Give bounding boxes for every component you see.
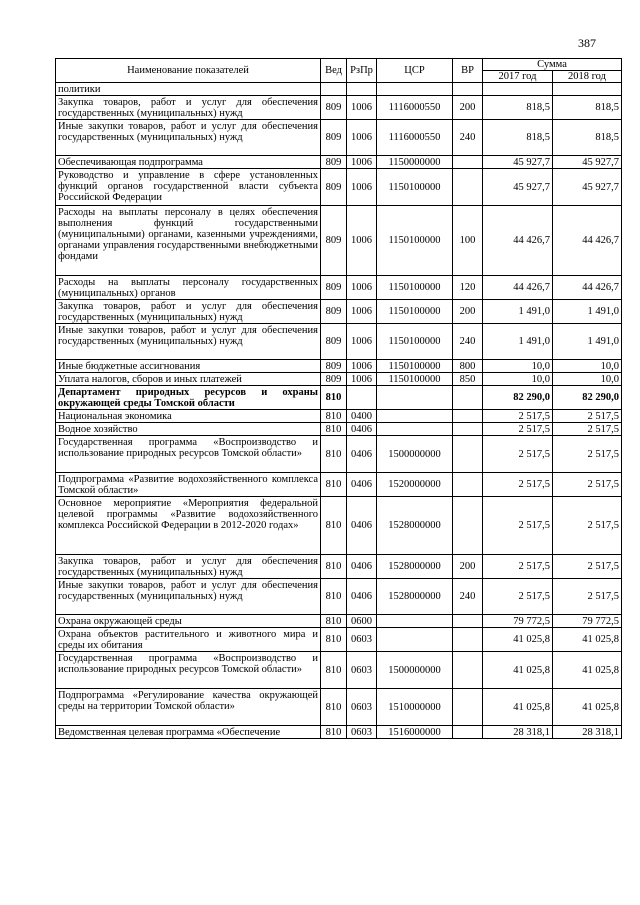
row-rzpr: 0406: [347, 436, 377, 473]
row-name: Руководство и управление в сфере установленных функций органов государственной власти субъекта Российской Федерации: [56, 169, 321, 206]
row-csr: 1528000000: [377, 497, 453, 555]
row-rzpr: 1006: [347, 300, 377, 324]
row-name: Закупка товаров, работ и услуг для обеспечения государственных (муниципальных) нужд: [56, 96, 321, 120]
row-ved: 810: [321, 410, 347, 423]
row-rzpr: 0603: [347, 726, 377, 739]
header-2017: 2017 год: [483, 71, 553, 83]
row-name: Охрана окружающей среды: [56, 615, 321, 628]
table-row: [56, 410, 622, 423]
row-value-2017: 1 491,0: [483, 300, 553, 324]
row-value-2018: 2 517,5: [553, 423, 622, 436]
row-csr: 1516000000: [377, 726, 453, 739]
row-value-2018: 818,5: [553, 96, 622, 120]
row-value-2018: 28 318,1: [553, 726, 622, 739]
row-vr: [453, 726, 483, 739]
row-name: Департамент природных ресурсов и охраны окружающей среды Томской области: [56, 386, 321, 410]
row-name: Иные закупки товаров, работ и услуг для обеспечения государственных (муниципальных) нужд: [56, 324, 321, 360]
table-row: [56, 423, 622, 436]
row-csr: [377, 386, 453, 410]
row-csr: 1510000000: [377, 689, 453, 726]
row-ved: 809: [321, 324, 347, 360]
row-name: Национальная экономика: [56, 410, 321, 423]
row-name: Государственная программа «Воспроизводство и использование природных ресурсов Томской области»: [56, 652, 321, 689]
table-row: [56, 555, 622, 579]
row-value-2018: 2 517,5: [553, 555, 622, 579]
table-row: [56, 206, 622, 276]
row-value-2017: 2 517,5: [483, 423, 553, 436]
row-vr: [453, 410, 483, 423]
row-value-2017: 44 426,7: [483, 206, 553, 276]
row-value-2018: 79 772,5: [553, 615, 622, 628]
row-vr: [453, 423, 483, 436]
row-name: Обеспечивающая подпрограмма: [56, 156, 321, 169]
row-value-2017: 2 517,5: [483, 473, 553, 497]
row-rzpr: 1006: [347, 373, 377, 386]
row-vr: 200: [453, 96, 483, 120]
row-value-2018: 2 517,5: [553, 579, 622, 615]
row-name: Охрана объектов растительного и животного мира и среды их обитания: [56, 628, 321, 652]
row-vr: 850: [453, 373, 483, 386]
row-csr: [377, 410, 453, 423]
row-name: Закупка товаров, работ и услуг для обеспечения государственных (муниципальных) нужд: [56, 555, 321, 579]
budget-table: [55, 58, 622, 739]
row-vr: [453, 652, 483, 689]
row-rzpr: 1006: [347, 276, 377, 300]
table-row: [56, 373, 622, 386]
row-value-2017: 818,5: [483, 96, 553, 120]
row-value-2017: 2 517,5: [483, 579, 553, 615]
row-vr: [453, 497, 483, 555]
row-ved: 810: [321, 726, 347, 739]
row-value-2017: 41 025,8: [483, 689, 553, 726]
row-value-2017: 28 318,1: [483, 726, 553, 739]
row-vr: [453, 83, 483, 96]
row-name: Иные бюджетные ассигнования: [56, 360, 321, 373]
row-value-2017: 79 772,5: [483, 615, 553, 628]
table-row: [56, 300, 622, 324]
row-value-2017: 2 517,5: [483, 410, 553, 423]
row-rzpr: 0603: [347, 628, 377, 652]
table-row: [56, 628, 622, 652]
row-value-2018: 44 426,7: [553, 276, 622, 300]
row-name: Расходы на выплаты персоналу в целях обеспечения выполнения функций государственными (муниципальными) органами, казенными учреждениями, органами управления государственными внебюджетными фондами: [56, 206, 321, 276]
row-value-2018: 2 517,5: [553, 410, 622, 423]
table-row: [56, 615, 622, 628]
row-value-2018: 45 927,7: [553, 156, 622, 169]
row-value-2018: 41 025,8: [553, 689, 622, 726]
row-value-2018: 1 491,0: [553, 324, 622, 360]
row-ved: 810: [321, 652, 347, 689]
table-row: [56, 386, 622, 410]
row-value-2017: 82 290,0: [483, 386, 553, 410]
table-row: [56, 497, 622, 555]
row-csr: 1520000000: [377, 473, 453, 497]
row-value-2018: 10,0: [553, 360, 622, 373]
row-ved: 810: [321, 386, 347, 410]
header-vr: ВР: [453, 59, 483, 83]
table-row: [56, 120, 622, 156]
row-csr: 1500000000: [377, 436, 453, 473]
header-csr: ЦСР: [377, 59, 453, 83]
row-csr: 1116000550: [377, 96, 453, 120]
table-row: [56, 689, 622, 726]
row-name: Иные закупки товаров, работ и услуг для обеспечения государственных (муниципальных) нужд: [56, 579, 321, 615]
row-csr: 1150100000: [377, 206, 453, 276]
header-name: Наименование показателей: [56, 59, 321, 83]
row-value-2017: 45 927,7: [483, 169, 553, 206]
row-csr: [377, 83, 453, 96]
row-rzpr: 0600: [347, 615, 377, 628]
row-value-2017: 44 426,7: [483, 276, 553, 300]
row-rzpr: 0406: [347, 555, 377, 579]
row-value-2017: 45 927,7: [483, 156, 553, 169]
row-csr: 1500000000: [377, 652, 453, 689]
row-rzpr: 0603: [347, 689, 377, 726]
row-ved: 810: [321, 436, 347, 473]
row-vr: [453, 615, 483, 628]
row-ved: [321, 83, 347, 96]
row-rzpr: 1006: [347, 120, 377, 156]
row-vr: 240: [453, 324, 483, 360]
row-value-2018: 2 517,5: [553, 497, 622, 555]
row-csr: 1150100000: [377, 360, 453, 373]
row-value-2017: 10,0: [483, 360, 553, 373]
row-ved: 810: [321, 555, 347, 579]
row-csr: 1116000550: [377, 120, 453, 156]
row-name: Подпрограмма «Регулирование качества окружающей среды на территории Томской области»: [56, 689, 321, 726]
row-value-2018: 45 927,7: [553, 169, 622, 206]
row-rzpr: 0603: [347, 652, 377, 689]
row-ved: 809: [321, 206, 347, 276]
table-row: [56, 96, 622, 120]
row-rzpr: 1006: [347, 324, 377, 360]
row-ved: 809: [321, 156, 347, 169]
row-value-2017: 10,0: [483, 373, 553, 386]
row-vr: 200: [453, 555, 483, 579]
row-rzpr: 0406: [347, 497, 377, 555]
header-2018: 2018 год: [553, 71, 622, 83]
row-name: Водное хозяйство: [56, 423, 321, 436]
row-ved: 810: [321, 423, 347, 436]
table-row: [56, 473, 622, 497]
row-name: Уплата налогов, сборов и иных платежей: [56, 373, 321, 386]
row-rzpr: 1006: [347, 206, 377, 276]
row-csr: [377, 423, 453, 436]
page-number: 387: [578, 36, 596, 50]
row-name: Закупка товаров, работ и услуг для обеспечения государственных (муниципальных) нужд: [56, 300, 321, 324]
row-rzpr: 1006: [347, 96, 377, 120]
row-ved: 809: [321, 300, 347, 324]
table-row: [56, 324, 622, 360]
row-value-2018: 44 426,7: [553, 206, 622, 276]
row-rzpr: [347, 83, 377, 96]
row-ved: 810: [321, 628, 347, 652]
row-rzpr: 1006: [347, 169, 377, 206]
row-name: Расходы на выплаты персоналу государственных (муниципальных) органов: [56, 276, 321, 300]
row-value-2018: 1 491,0: [553, 300, 622, 324]
row-rzpr: [347, 386, 377, 410]
row-vr: 120: [453, 276, 483, 300]
row-name: Государственная программа «Воспроизводство и использование природных ресурсов Томской области»: [56, 436, 321, 473]
row-value-2017: 2 517,5: [483, 497, 553, 555]
row-value-2018: [553, 83, 622, 96]
row-csr: 1528000000: [377, 579, 453, 615]
row-name: Подпрограмма «Развитие водохозяйственного комплекса Томской области»: [56, 473, 321, 497]
row-vr: 240: [453, 579, 483, 615]
row-ved: 809: [321, 120, 347, 156]
row-csr: 1150100000: [377, 169, 453, 206]
row-ved: 809: [321, 360, 347, 373]
row-ved: 809: [321, 96, 347, 120]
table-row: [56, 360, 622, 373]
table-row: [56, 436, 622, 473]
row-ved: 810: [321, 473, 347, 497]
row-value-2018: 41 025,8: [553, 628, 622, 652]
table-row: [56, 156, 622, 169]
row-vr: [453, 169, 483, 206]
row-value-2018: 2 517,5: [553, 436, 622, 473]
table-row: [56, 169, 622, 206]
row-vr: [453, 156, 483, 169]
row-value-2017: [483, 83, 553, 96]
row-value-2018: 41 025,8: [553, 652, 622, 689]
row-ved: 810: [321, 579, 347, 615]
row-value-2017: 41 025,8: [483, 652, 553, 689]
row-ved: 809: [321, 373, 347, 386]
row-ved: 810: [321, 689, 347, 726]
row-vr: [453, 628, 483, 652]
row-value-2017: 2 517,5: [483, 555, 553, 579]
table-body: [56, 83, 622, 739]
row-rzpr: 0406: [347, 423, 377, 436]
row-vr: [453, 386, 483, 410]
row-name: Иные закупки товаров, работ и услуг для обеспечения государственных (муниципальных) нужд: [56, 120, 321, 156]
row-csr: 1150000000: [377, 156, 453, 169]
row-value-2017: 41 025,8: [483, 628, 553, 652]
row-rzpr: 1006: [347, 360, 377, 373]
row-value-2017: 818,5: [483, 120, 553, 156]
table-row: [56, 276, 622, 300]
row-rzpr: 0406: [347, 473, 377, 497]
row-vr: 800: [453, 360, 483, 373]
row-csr: 1150100000: [377, 324, 453, 360]
row-ved: 809: [321, 169, 347, 206]
row-vr: 240: [453, 120, 483, 156]
row-csr: 1150100000: [377, 300, 453, 324]
row-csr: [377, 628, 453, 652]
header-ved: Вед: [321, 59, 347, 83]
row-csr: 1150100000: [377, 373, 453, 386]
header-sum: Сумма: [483, 59, 622, 71]
row-vr: [453, 436, 483, 473]
row-vr: [453, 689, 483, 726]
row-ved: 809: [321, 276, 347, 300]
row-csr: [377, 615, 453, 628]
row-csr: 1528000000: [377, 555, 453, 579]
row-value-2018: 818,5: [553, 120, 622, 156]
header-rzpr: РзПр: [347, 59, 377, 83]
table-row: [56, 726, 622, 739]
row-ved: 810: [321, 615, 347, 628]
row-ved: 810: [321, 497, 347, 555]
row-rzpr: 0400: [347, 410, 377, 423]
row-value-2017: 1 491,0: [483, 324, 553, 360]
row-csr: 1150100000: [377, 276, 453, 300]
row-name: Ведомственная целевая программа «Обеспечение: [56, 726, 321, 739]
row-value-2018: 2 517,5: [553, 473, 622, 497]
row-rzpr: 0406: [347, 579, 377, 615]
table-row: [56, 652, 622, 689]
row-name: Основное мероприятие «Мероприятия федеральной целевой программы «Развитие водохозяйственного комплекса Российской Федерации в 2012-2020 годах»: [56, 497, 321, 555]
row-value-2018: 10,0: [553, 373, 622, 386]
row-value-2017: 2 517,5: [483, 436, 553, 473]
row-name: политики: [56, 83, 321, 96]
row-vr: [453, 473, 483, 497]
row-vr: 100: [453, 206, 483, 276]
row-value-2018: 82 290,0: [553, 386, 622, 410]
row-rzpr: 1006: [347, 156, 377, 169]
table-row: [56, 579, 622, 615]
row-vr: 200: [453, 300, 483, 324]
table-row: [56, 83, 622, 96]
